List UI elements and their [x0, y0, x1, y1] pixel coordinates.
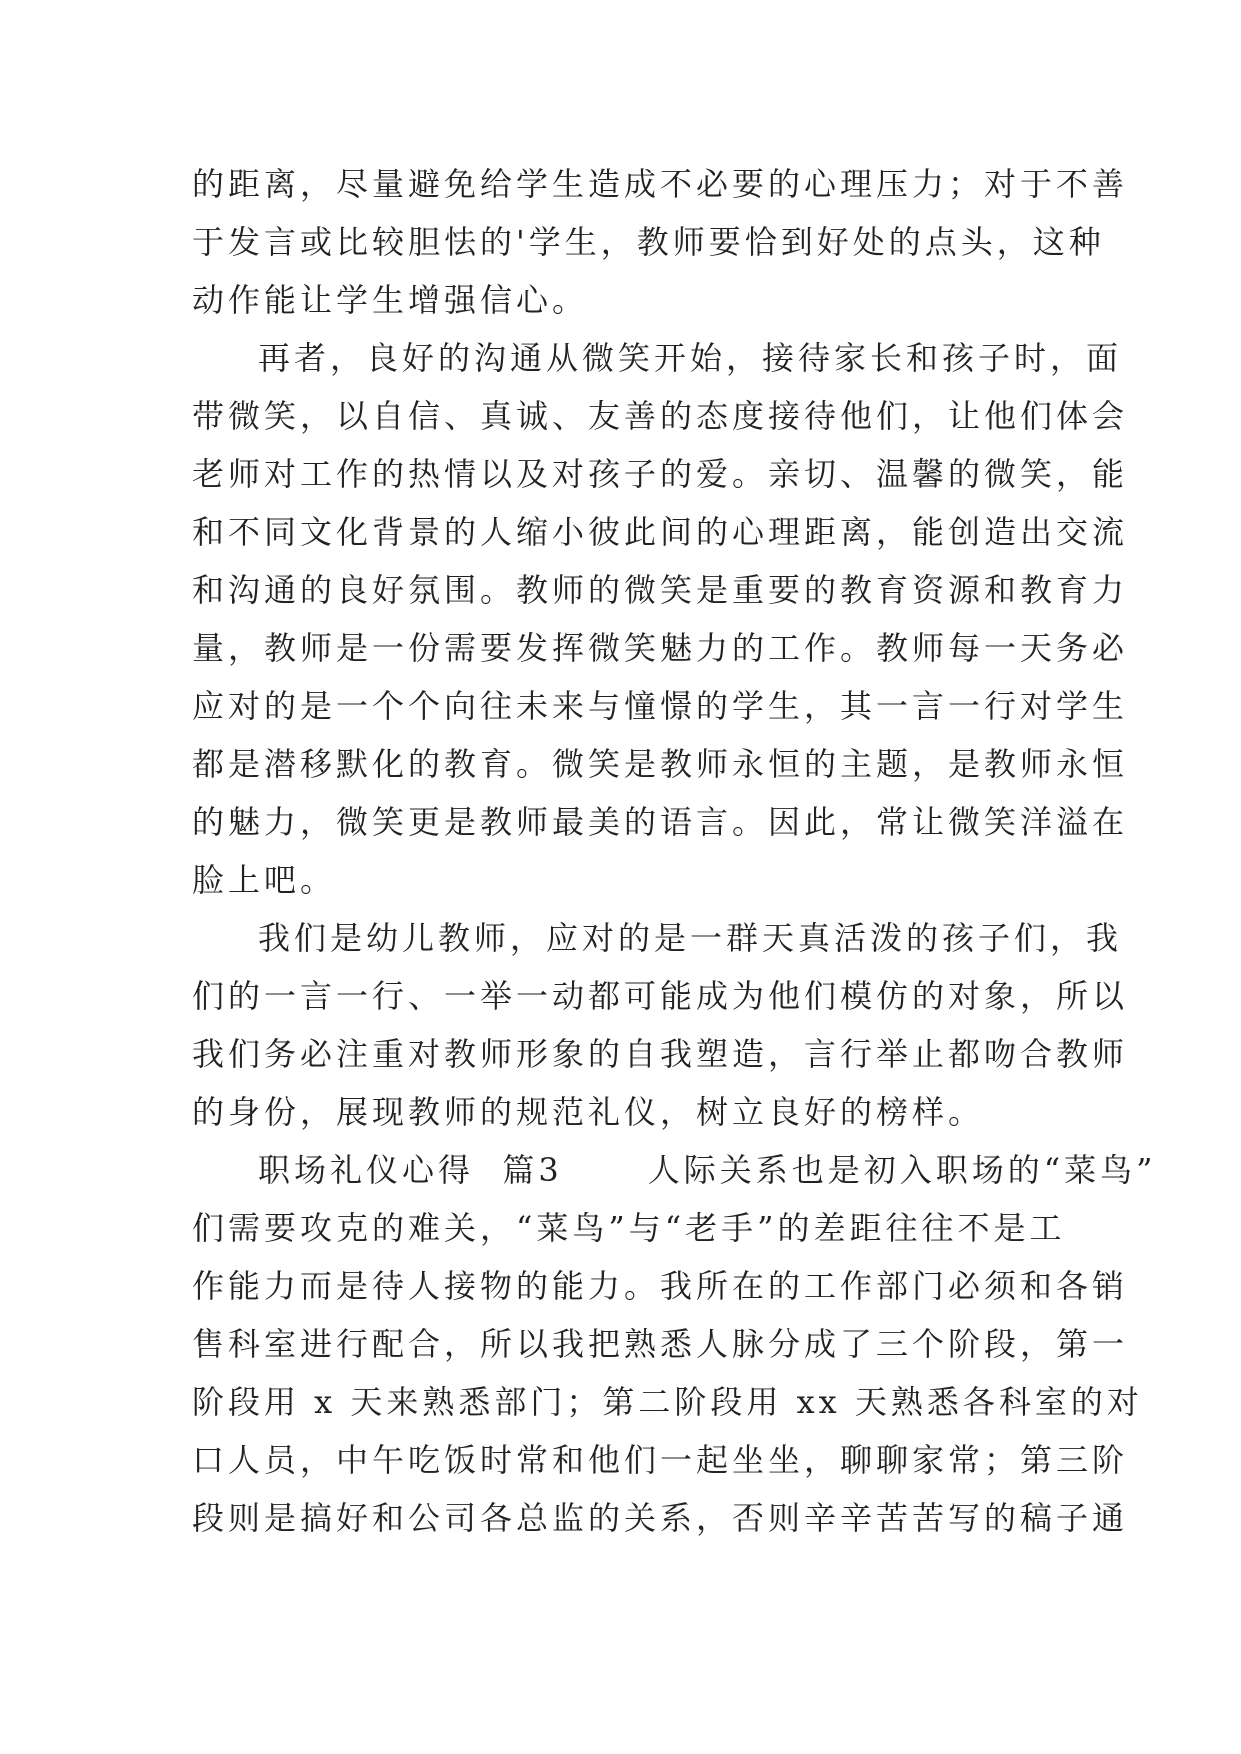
text-line: 老师对工作的热情以及对孩子的爱。亲切、温馨的微笑，能 [192, 455, 1129, 493]
paragraph [192, 1141, 1157, 1547]
text-line: 脸上吧。 [192, 861, 337, 899]
text-line: 动作能让学生增强信心。 [192, 281, 589, 319]
paragraph [192, 909, 1129, 1141]
text-line: 职场礼仪心得 篇3 人际关系也是初入职场的“菜鸟” [258, 1151, 1157, 1189]
text-line: 量，教师是一份需要发挥微笑魅力的工作。教师每一天务必 [192, 629, 1129, 667]
text-line: 应对的是一个个向往未来与憧憬的学生，其一言一行对学生 [192, 687, 1129, 725]
text-line: 带微笑，以自信、真诚、友善的态度接待他们，让他们体会 [192, 397, 1129, 435]
text-line: 的距离，尽量避免给学生造成不必要的心理压力；对于不善 [192, 165, 1129, 203]
text-line: 的魅力，微笑更是教师最美的语言。因此，常让微笑洋溢在 [192, 803, 1129, 841]
text-line: 段则是搞好和公司各总监的关系，否则辛辛苦苦写的稿子通 [192, 1499, 1129, 1537]
paragraph [192, 155, 1129, 329]
text-line: 们需要攻克的难关，“菜鸟”与“老手”的差距往往不是工 [192, 1209, 1066, 1247]
text-line: 的身份，展现教师的规范礼仪，树立良好的榜样。 [192, 1093, 985, 1131]
text-line: 们的一言一行、一举一动都可能成为他们模仿的对象，所以 [192, 977, 1129, 1015]
text-line: 我们务必注重对教师形象的自我塑造，言行举止都吻合教师 [192, 1035, 1129, 1073]
text-line: 和不同文化背景的人缩小彼此间的心理距离，能创造出交流 [192, 513, 1129, 551]
text-line: 作能力而是待人接物的能力。我所在的工作部门必须和各销 [192, 1267, 1129, 1305]
text-line: 都是潜移默化的教育。微笑是教师永恒的主题，是教师永恒 [192, 745, 1129, 783]
document-body [192, 155, 1157, 1547]
text-line: 和沟通的良好氛围。教师的微笑是重要的教育资源和教育力 [192, 571, 1129, 609]
text-line: 于发言或比较胆怯的'学生，教师要恰到好处的点头，这种 [192, 223, 1105, 261]
text-line: 我们是幼儿教师，应对的是一群天真活泼的孩子们，我 [258, 919, 1123, 957]
text-line: 口人员，中午吃饭时常和他们一起坐坐，聊聊家常；第三阶 [192, 1441, 1129, 1479]
text-line: 再者，良好的沟通从微笑开始，接待家长和孩子时，面 [258, 339, 1123, 377]
paragraph [192, 329, 1129, 909]
text-line: 阶段用 x 天来熟悉部门；第二阶段用 xx 天熟悉各科室的对 [192, 1383, 1143, 1421]
text-line: 售科室进行配合，所以我把熟悉人脉分成了三个阶段，第一 [192, 1325, 1129, 1363]
